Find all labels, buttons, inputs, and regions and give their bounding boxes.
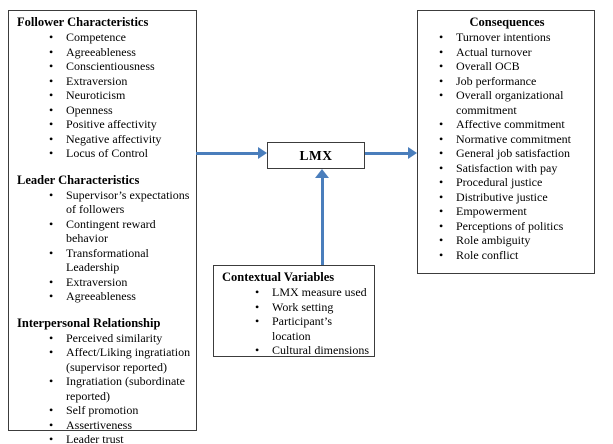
list-item: • Work setting [272, 300, 372, 315]
arrow-lmx-to-consequences [365, 147, 417, 160]
leader-characteristics-section [17, 173, 194, 304]
arrow-shaft [196, 152, 259, 155]
interpersonal-relationship-section [17, 316, 194, 444]
contextual-variables-list [222, 285, 372, 358]
list-item: • Role conflict [456, 248, 592, 263]
list-item: • Contingent reward behavior [66, 217, 194, 246]
arrow-right-head-icon [258, 147, 267, 159]
list-item: • Participant’s location [272, 314, 372, 343]
list-item: • Empowerment [456, 204, 592, 219]
list-item: • Competence [66, 30, 194, 45]
list-item: • Agreeableness [66, 289, 194, 304]
arrow-shaft [365, 152, 409, 155]
consequences-list [422, 30, 592, 262]
list-item: • Satisfaction with pay [456, 161, 592, 176]
list-item: • Self promotion [66, 403, 194, 418]
list-item: • LMX measure used [272, 285, 372, 300]
consequences-box [417, 10, 595, 274]
list-item: • Job performance [456, 74, 592, 89]
interpersonal-relationship-list [17, 331, 194, 444]
leader-characteristics-heading: Leader Characteristics [17, 172, 140, 187]
list-item: • Neuroticism [66, 88, 194, 103]
list-item: • Agreeableness [66, 45, 194, 60]
list-item: • Conscientiousness [66, 59, 194, 74]
list-item: • Locus of Control [66, 146, 194, 161]
list-item: • Transformational Leadership [66, 246, 194, 275]
list-item: • Overall OCB [456, 59, 592, 74]
arrow-up-head-icon [315, 169, 329, 178]
list-item: • Perceived similarity [66, 331, 194, 346]
interpersonal-relationship-heading: Interpersonal Relationship [17, 315, 161, 330]
list-item: • Leader trust [66, 432, 194, 444]
follower-characteristics-heading: Follower Characteristics [17, 15, 149, 29]
list-item: • Affect/Liking ingratiation (supervisor reported) [66, 345, 194, 374]
list-item: • Normative commitment [456, 132, 592, 147]
list-item: • Distributive justice [456, 190, 592, 205]
consequences-heading: Consequences [469, 15, 545, 29]
list-item: • Assertiveness [66, 418, 194, 433]
arrow-right-head-icon [408, 147, 417, 159]
list-item: • Procedural justice [456, 175, 592, 190]
list-item: • Negative affectivity [66, 132, 194, 147]
list-item: • Ingratiation (subordinate reported) [66, 374, 194, 403]
list-item: • Supervisor’s expectations of followers [66, 188, 194, 217]
arrow-antecedents-to-lmx [196, 147, 267, 160]
list-item: • Actual turnover [456, 45, 592, 60]
leader-characteristics-list [17, 188, 194, 304]
follower-characteristics-list [17, 30, 194, 161]
list-item: • Perceptions of politics [456, 219, 592, 234]
contextual-variables-box [213, 265, 375, 357]
list-item: • Positive affectivity [66, 117, 194, 132]
list-item: • Cultural dimensions [272, 343, 372, 358]
list-item: • Turnover intentions [456, 30, 592, 45]
lmx-box [267, 142, 365, 169]
arrow-contextual-to-lmx [315, 169, 329, 265]
list-item: • Extraversion [66, 74, 194, 89]
follower-characteristics-section [17, 15, 194, 161]
list-item: • Extraversion [66, 275, 194, 290]
list-item: • Overall organizational commitment [456, 88, 592, 117]
list-item: • General job satisfaction [456, 146, 592, 161]
list-item: • Affective commitment [456, 117, 592, 132]
arrow-shaft [321, 177, 324, 265]
list-item: • Openness [66, 103, 194, 118]
antecedents-box [8, 10, 197, 444]
list-item: • Role ambiguity [456, 233, 592, 248]
lmx-label: LMX [299, 147, 333, 163]
contextual-variables-heading: Contextual Variables [222, 270, 335, 284]
